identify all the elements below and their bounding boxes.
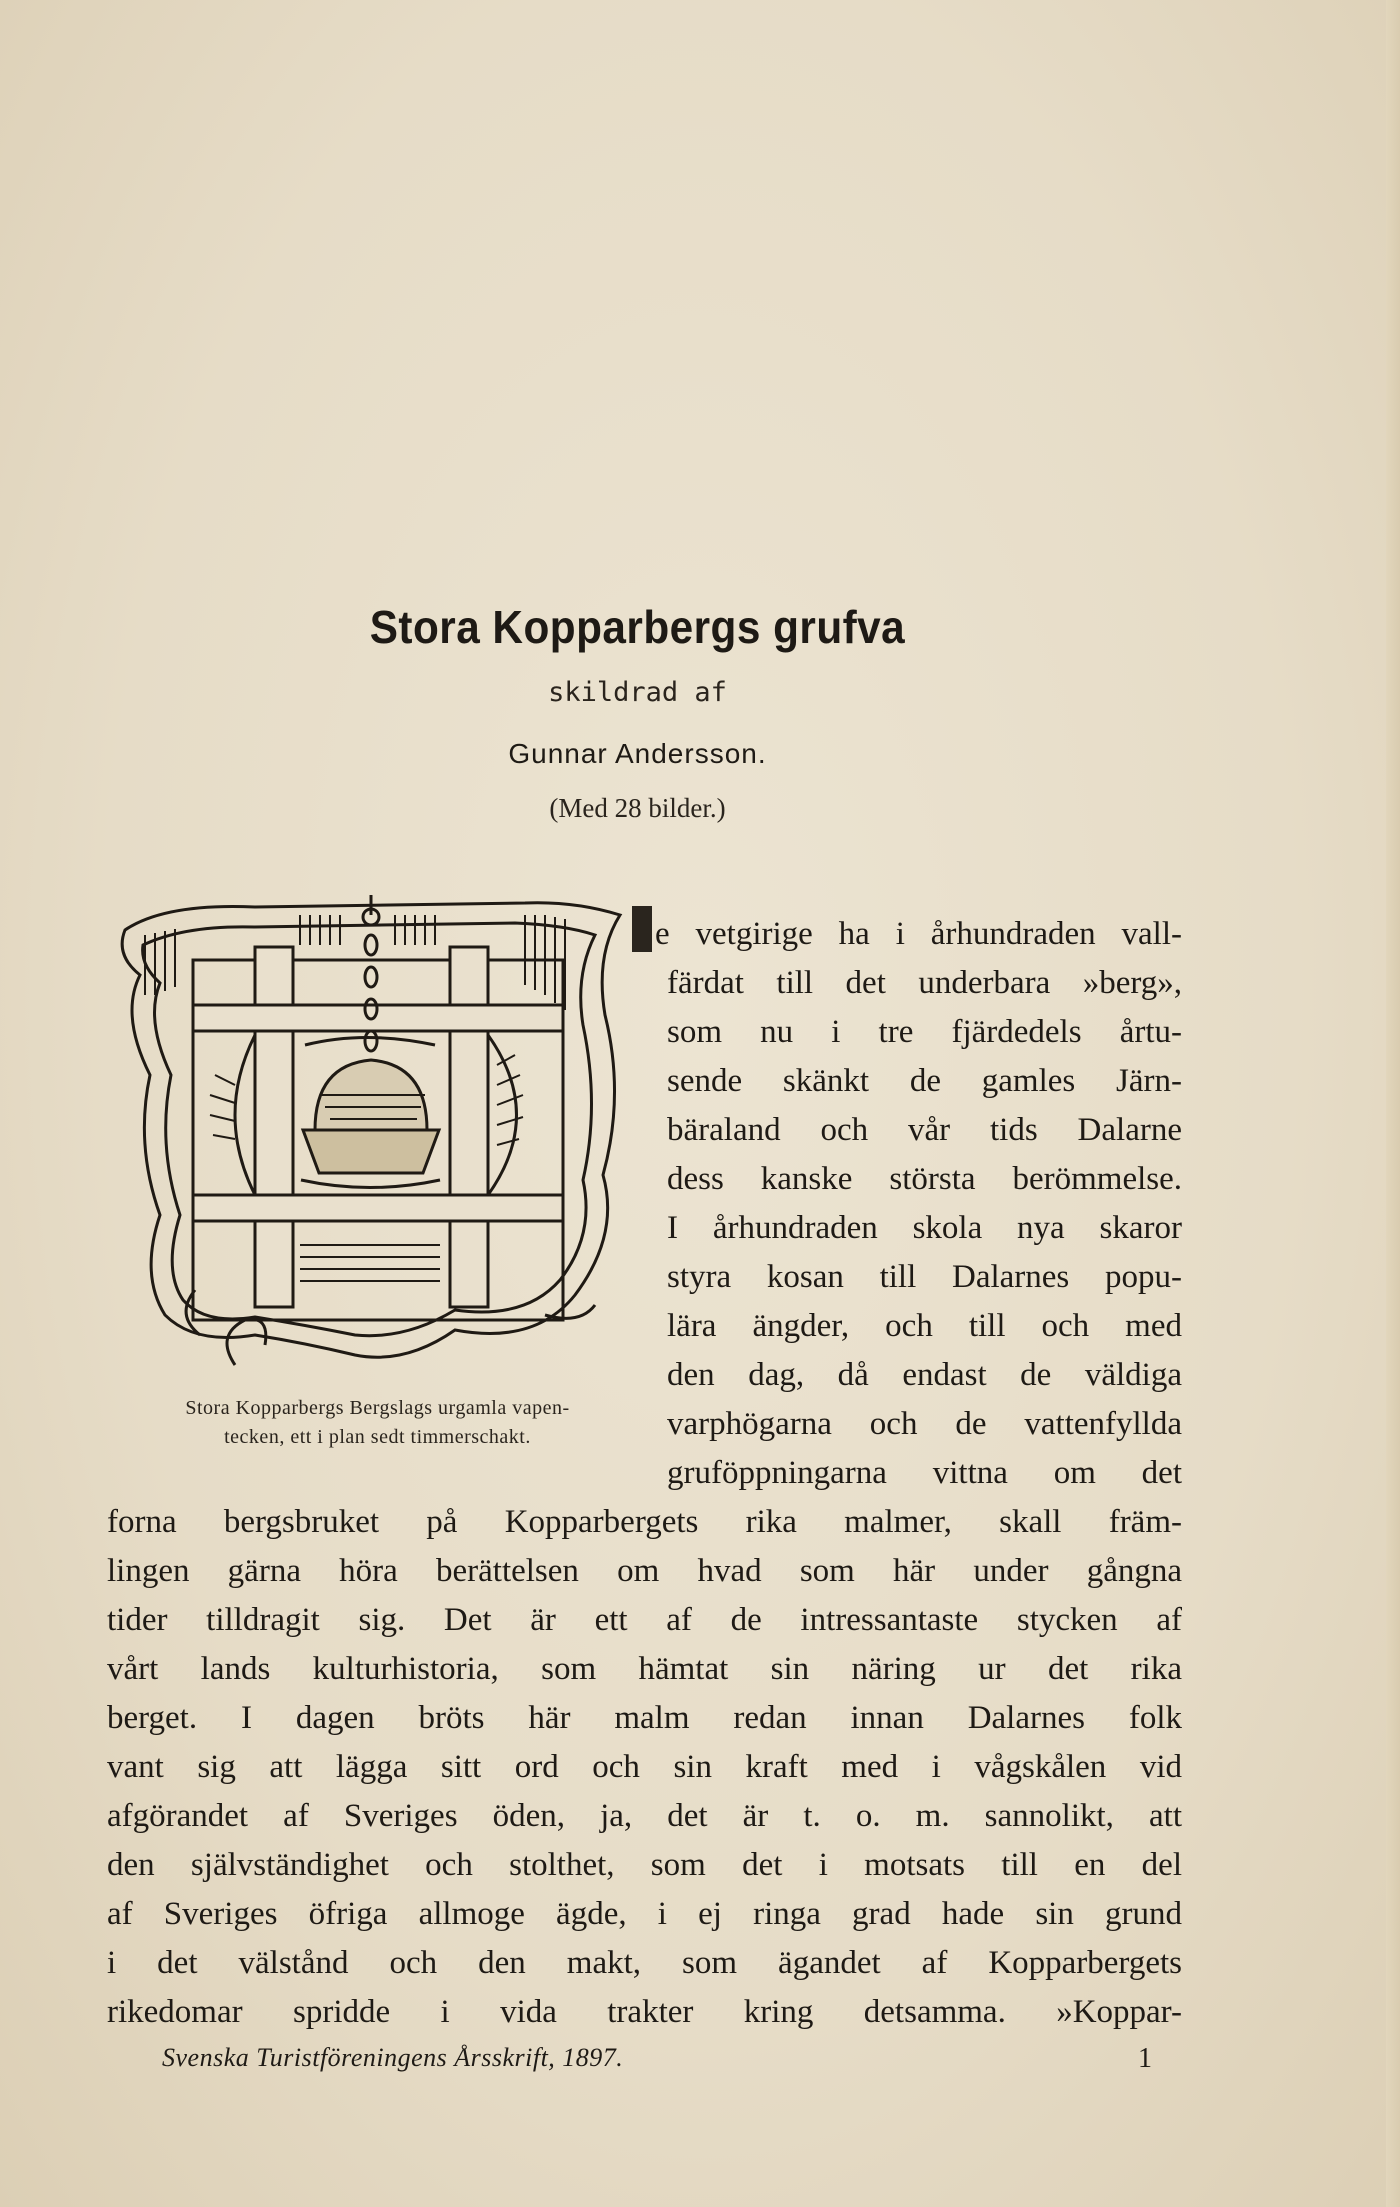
body-line: lingen gärna höra berättelsen om hvad som här under gångna	[107, 1553, 1182, 1589]
page-edge	[1386, 0, 1400, 2207]
body-line: som nu i tre fjärdedels årtu-	[667, 1014, 1182, 1050]
coat-of-arms-illustration	[105, 895, 643, 1395]
body-line: I århundraden skola nya skaror	[667, 1210, 1182, 1246]
body-line: vårt lands kulturhistoria, som hämtat sin näring ur det rika	[107, 1651, 1182, 1687]
body-line: den självständighet och stolthet, som det i motsats till en del	[107, 1847, 1182, 1883]
body-line: i det välstånd och den makt, som ägandet af Kopparbergets	[107, 1945, 1182, 1981]
figure-caption-line: Stora Kopparbergs Bergslags urgamla vapen-	[185, 1397, 570, 1419]
article-title: Stora Kopparbergs grufva	[369, 601, 906, 653]
body-line: afgörandet af Sveriges öden, ja, det är t. o. m. sannolikt, att	[107, 1798, 1182, 1834]
page-number: 1	[1138, 2043, 1152, 2074]
page-footer	[107, 2043, 1152, 2083]
illustration-count-note: (Med 28 bilder.)	[549, 793, 726, 823]
body-line: varphögarna och de vattenfyllda	[667, 1406, 1182, 1442]
body-line: färdat till det underbara »berg»,	[667, 965, 1182, 1001]
body-line: e vetgirige ha i århundraden vall-	[655, 916, 1182, 952]
figure-caption-line: tecken, ett i plan sedt timmerschakt.	[224, 1426, 531, 1448]
body-line: dess kanske största berömmelse.	[667, 1161, 1182, 1197]
drop-capital-fragment	[632, 906, 652, 952]
body-line: rikedomar spridde i vida trakter kring detsamma. »Koppar-	[107, 1994, 1182, 2030]
journal-citation: Svenska Turistföreningens Årsskrift, 1897.	[162, 2043, 624, 2072]
body-line: styra kosan till Dalarnes popu-	[667, 1259, 1182, 1295]
body-line: den dag, då endast de väldiga	[667, 1357, 1182, 1393]
body-line: berget. I dagen bröts här malm redan innan Dalarnes folk	[107, 1700, 1182, 1736]
body-line: forna bergsbruket på Kopparbergets rika malmer, skall främ-	[107, 1504, 1182, 1540]
body-line: tider tilldragit sig. Det är ett af de intressantaste stycken af	[107, 1602, 1182, 1638]
byline: skildrad af	[548, 677, 727, 708]
body-line: lära ängder, och till och med	[667, 1308, 1182, 1344]
body-line: bäraland och vår tids Dalarne	[667, 1112, 1182, 1148]
author-name: Gunnar Andersson.	[508, 738, 767, 769]
body-line: vant sig att lägga sitt ord och sin kraft med i vågskålen vid	[107, 1749, 1182, 1785]
body-line: gruföppningarna vittna om det	[667, 1455, 1182, 1491]
figure-caption	[100, 1394, 655, 1452]
body-line: sende skänkt de gamles Järn-	[667, 1063, 1182, 1099]
body-line: af Sveriges öfriga allmoge ägde, i ej ringa grad hade sin grund	[107, 1896, 1182, 1932]
